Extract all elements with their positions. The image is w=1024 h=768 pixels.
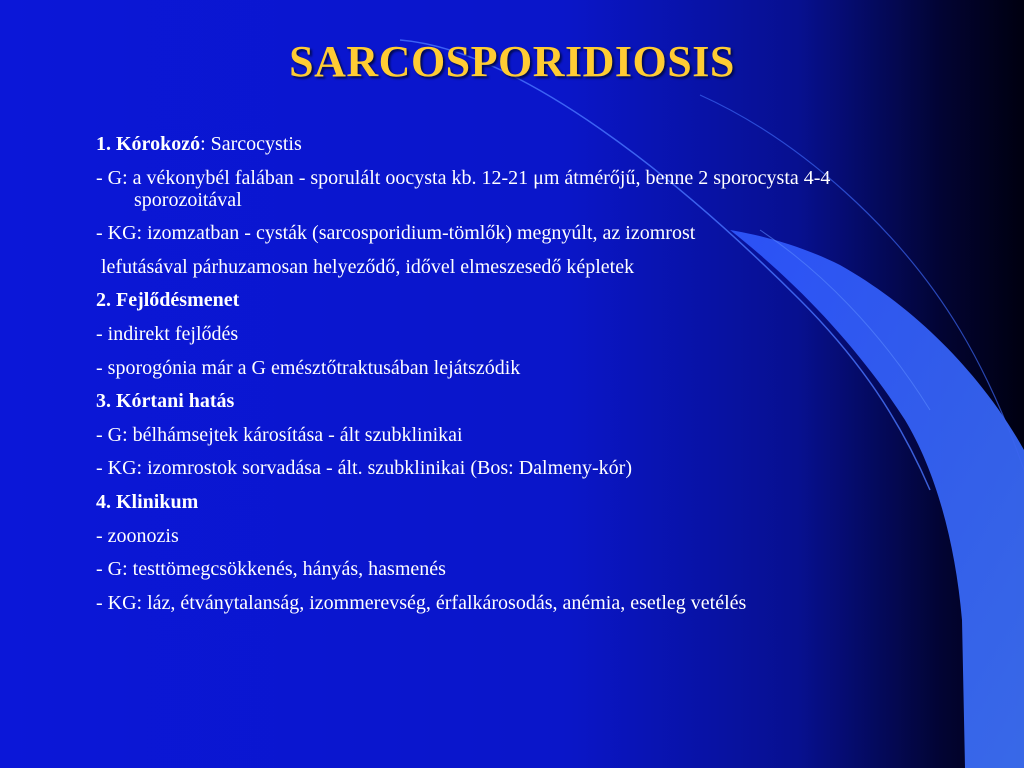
bullet-item: - G: a vékonybél falában - sporulált oocysta kb. 12-21 μm átmérőjű, benne 2 sporocysta 4-4 sporozoitával [96, 166, 831, 211]
pathogen-name: : Sarcocystis [200, 133, 302, 155]
bullet-item: - sporogónia már a G emésztőtraktusában lejátszódik [96, 356, 521, 379]
pathogen-heading-label: 1. Kórokozó [96, 133, 201, 155]
slide-body [96, 133, 916, 625]
section-heading-pathogen [96, 133, 916, 155]
slide-title: SARCOSPORIDIOSIS [289, 37, 735, 86]
section-heading-pathology: 3. Kórtani hatás [96, 390, 235, 413]
bullet-item: - indirekt fejlődés [96, 322, 239, 345]
bullet-item: - zoonozis [96, 524, 179, 547]
bullet-item: - KG: izomrostok sorvadása - ált. szubklinikai (Bos: Dalmeny-kór) [96, 457, 632, 480]
bullet-item: - KG: izomzatban - cysták (sarcosporidium-tömlők) megnyúlt, az izomrost [96, 222, 696, 245]
section-heading-clinical: 4. Klinikum [96, 490, 199, 513]
bullet-item: - G: testtömegcsökkenés, hányás, hasmenés [96, 558, 446, 581]
bullet-item: - KG: láz, étványtalanság, izommerevség, érfalkárosodás, anémia, esetleg vetélés [96, 591, 747, 614]
bullet-item-continuation: lefutásával párhuzamosan helyeződő, idővel elmeszesedő képletek [96, 255, 635, 278]
section-heading-development: 2. Fejlődésmenet [96, 289, 240, 312]
bullet-item: - G: bélhámsejtek károsítása - ált szubklinikai [96, 423, 463, 446]
